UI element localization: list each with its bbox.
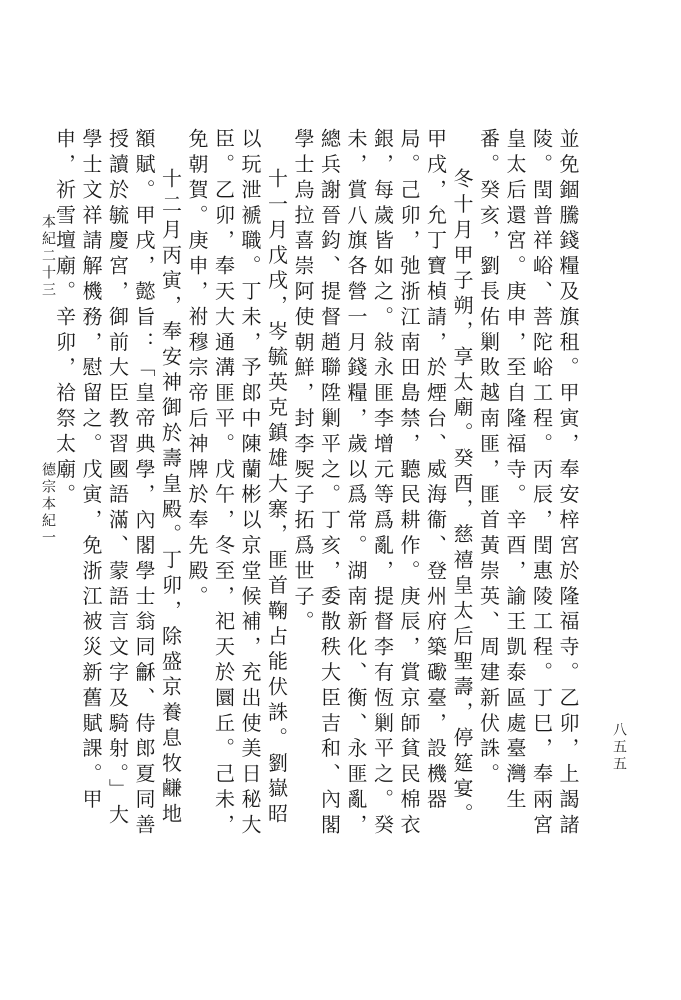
paragraph-4: 十二月丙寅，奉安神御於壽皇殿。丁卯，除盛京養息牧鹻地額賦。甲戌，懿旨：「皇帝典學，內閣學士翁同龢、侍郎夏同善授讀於毓慶宮，御前大臣教習國語滿、蒙語言文字及騎射。」大學士文祥請解機務，慰留之。戊寅，免浙江被災新舊賦課。甲申，祈雪壇廟。辛卯，祫祭太廟。 [52,128,183,840]
paragraph-3: 十一月戊戌，岑毓英克鎮雄大寨，匪首鞠占能伏誅。劉嶽昭以玩泄褫職。丁未，予郎中陳蘭彬以京堂候補，充出使美日秘大臣。乙卯，奉天大通溝匪平。戊午，冬至，祀天於圜丘。己未，免朝賀。庚申，祔穆宗帝后神牌於奉先殿。 [185,128,289,840]
paragraph-1: 並免錮騰錢糧及旗租。甲寅，奉安梓宮於隆福寺。乙卯，上謁諸陵。閏普祥峪、菩陀峪工程。丙辰，閏惠陵工程。丁巳，奉兩宮皇太后還宮。庚申，至自隆福寺。辛酉，諭王凱泰區處臺灣生番。癸亥，劉長佑剿敗越南匪，匪首黃崇英、周建新伏誅。 [476,128,580,840]
page-number: 八五五 [611,722,627,773]
running-head-chapter: 德宗本紀一 [40,462,56,547]
main-text-block [52,128,581,848]
paragraph-2: 冬十月甲子朔，享太廟。癸酉，慈禧皇太后聖壽，停筵宴。甲戌，允丁寶楨請，於煙台、威海衞、登州府築礮臺，設機器局。己卯，弛浙江南田島禁，聽民耕作。庚辰，賞京師貧民棉衣銀，每歲皆如之。敍永匪李增元等爲亂，提督李有恆剿平之。癸未，賞八旗各營一月錢糧，歲以爲常。湖南新化、衡、永匪亂，總兵謝晉鈞、提督趙聯陞剿平之。丁亥，委散秩大臣吉和、內閣學士烏拉喜崇阿使朝鮮，封李㷩子拓爲世子。 [291,128,474,840]
running-head-book: 本紀二十三 [40,214,56,299]
